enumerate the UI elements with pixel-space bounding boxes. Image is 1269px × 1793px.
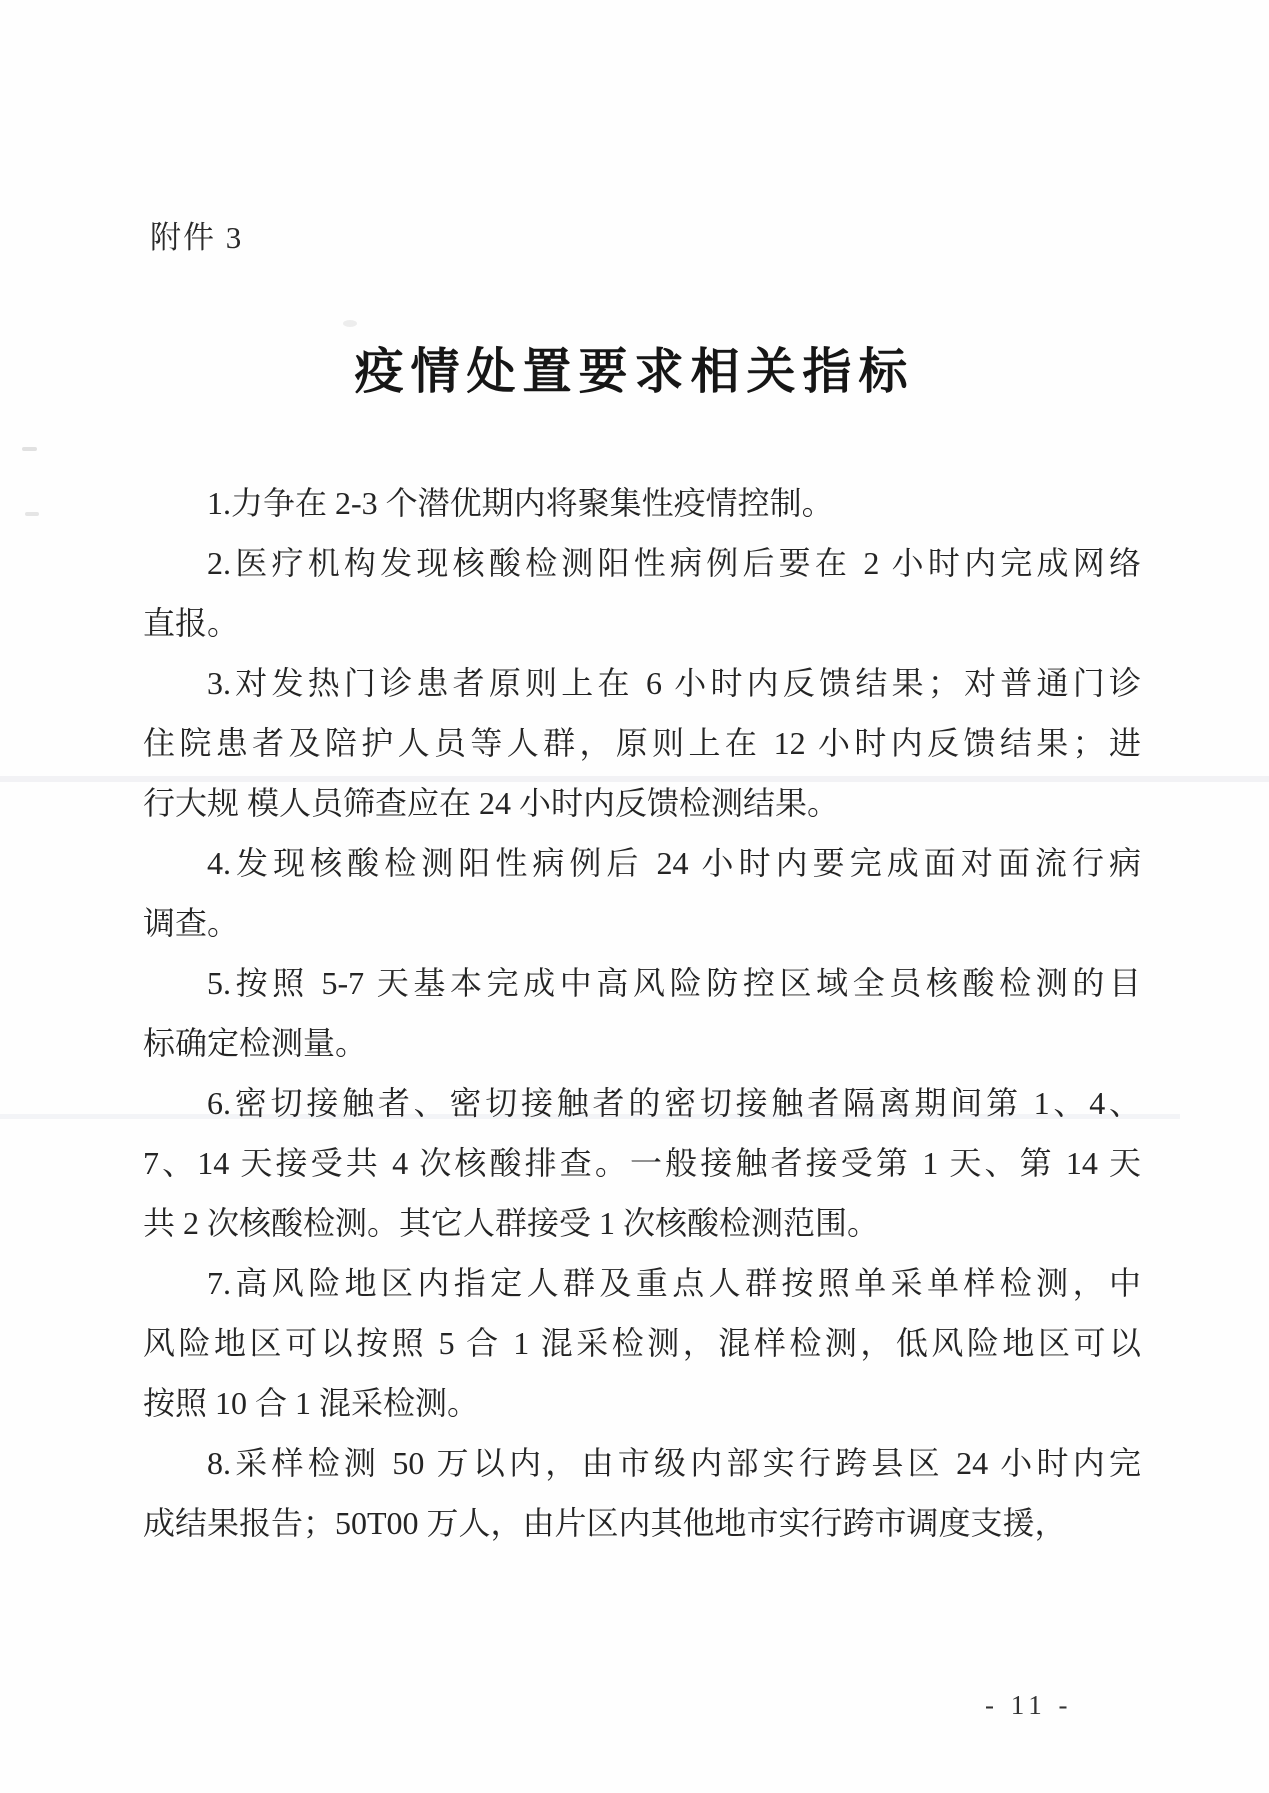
text-line: 直报。 xyxy=(143,605,240,641)
scan-artifact-smudge xyxy=(343,320,357,327)
text-line: 调查。 xyxy=(143,905,240,941)
text-line: 1.力争在 2-3 个潜优期内将聚集性疫情控制。 xyxy=(207,485,834,521)
paragraph xyxy=(143,1073,1141,1253)
text-line: 6.密切接触者、密切接触者的密切接触者隔离期间第 1、4、 xyxy=(207,1085,1141,1121)
scan-artifact-dash xyxy=(25,512,39,516)
scan-artifact-dash xyxy=(22,447,37,451)
document-body xyxy=(143,473,1141,1553)
text-line: 共 2 次核酸检测。其它人群接受 1 次核酸检测范围。 xyxy=(143,1205,880,1241)
paragraph xyxy=(143,1253,1141,1433)
paragraph xyxy=(143,1433,1141,1553)
text-line: 风险地区可以按照 5 合 1 混采检测，混样检测，低风险地区可以 xyxy=(143,1325,1141,1361)
text-line: 行大规 模人员筛查应在 24 小时内反馈检测结果。 xyxy=(143,785,840,821)
text-line: 按照 10 合 1 混采检测。 xyxy=(143,1385,480,1421)
text-line: 住院患者及陪护人员等人群，原则上在 12 小时内反馈结果；进 xyxy=(143,725,1141,761)
paragraph xyxy=(143,953,1141,1073)
page-number: - 11 - xyxy=(985,1690,1073,1720)
text-line: 5.按照 5-7 天基本完成中高风险防控区域全员核酸检测的目 xyxy=(207,965,1141,1001)
paragraph xyxy=(143,473,1141,533)
text-line: 3.对发热门诊患者原则上在 6 小时内反馈结果；对普通门诊 xyxy=(207,665,1141,701)
paragraph xyxy=(143,653,1141,833)
paragraph xyxy=(143,833,1141,953)
text-line: 标确定检测量。 xyxy=(143,1025,368,1061)
text-line: 2.医疗机构发现核酸检测阳性病例后要在 2 小时内完成网络 xyxy=(207,545,1141,581)
paragraph xyxy=(143,533,1141,653)
text-line: 7.高风险地区内指定人群及重点人群按照单采单样检测，中 xyxy=(207,1265,1141,1301)
text-line: 8.采样检测 50 万以内，由市级内部实行跨县区 24 小时内完 xyxy=(207,1445,1141,1481)
text-line: 7、14 天接受共 4 次核酸排查。一般接触者接受第 1 天、第 14 天 xyxy=(143,1145,1141,1181)
attachment-label: 附件 3 xyxy=(150,220,244,255)
page-title: 疫情处置要求相关指标 xyxy=(354,344,915,399)
text-line: 4.发现核酸检测阳性病例后 24 小时内要完成面对面流行病 xyxy=(207,845,1141,881)
text-line: 成结果报告；50T00 万人，由片区内其他地市实行跨市调度支援， xyxy=(143,1505,1067,1541)
